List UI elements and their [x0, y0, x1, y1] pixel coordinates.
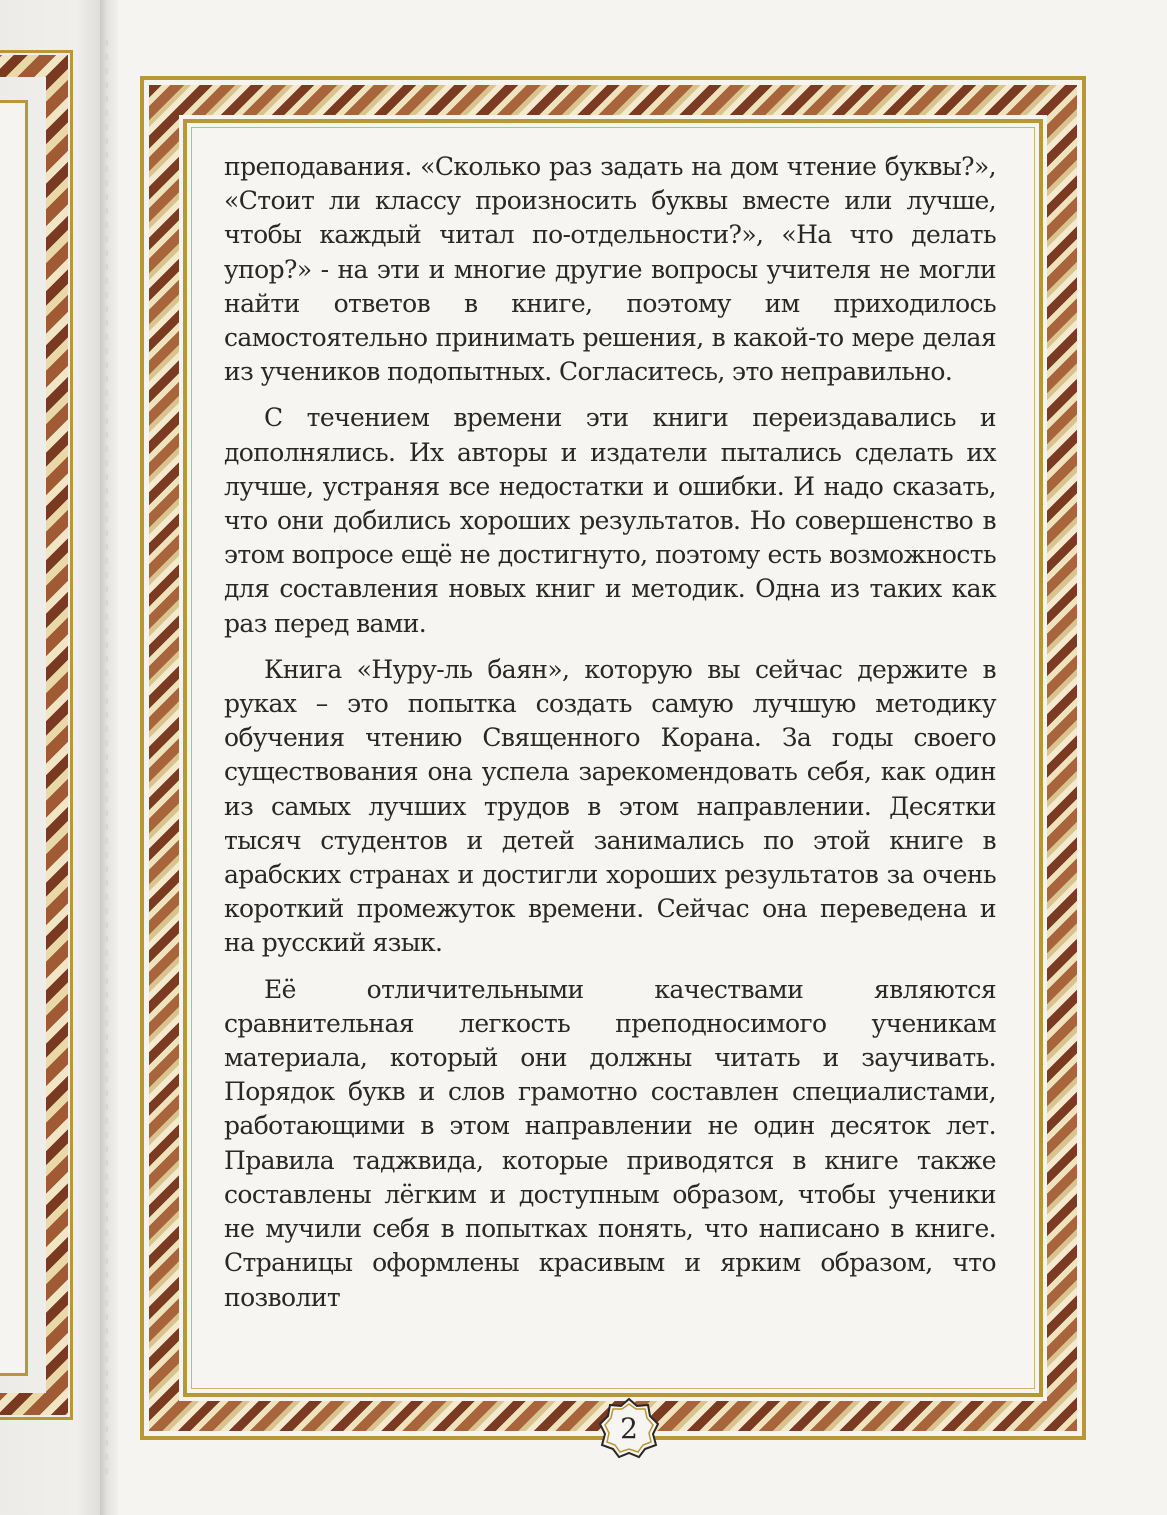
- paragraph-4: Её отличительными качествами являются сравнительная легкость преподносимого ученикам материала, который они должны читать и заучивать. Порядок букв и слов грамотно составлен специалистами, работающими в этом направлении не один десяток лет. Правила таджвида, которые приводятся в книге также составлены лёгким и доступным образом, чтобы ученики не мучили себя в попытках понять, что написано в книге. Страницы оформлены красивым и ярким образом, что позволит: [224, 974, 996, 1312]
- binding-stitches: [104, 40, 108, 1480]
- page-number: 2: [620, 1411, 638, 1445]
- facing-page: [0, 0, 108, 1515]
- paragraph-1: преподавания. «Сколько раз задать на дом чтение буквы?», «Стоит ли классу произносить буквы вместе или лучше, чтобы каждый читал по-отдельности?», «На что делать упор?» - на эти и многие другие вопросы учителя не могли найти ответов в книге, поэтому им приходилось самостоятельно принимать решения, в какой-то мере делая из учеников подопытных. Согласитесь, это неправильно.: [224, 152, 996, 387]
- facing-page-inner-panel: [0, 100, 28, 1376]
- book-spine: [100, 0, 118, 1515]
- paragraph-3: Книга «Нуру-ль баян», которую вы сейчас держите в руках – это попытка создать самую лучшую методику обучения чтению Священного Корана. За годы своего существования она успела зарекомендовать себя, как один из самых лучших трудов в этом направлении. Десятки тысяч студентов и детей занимались по этой книге в арабских странах и достигли хороших результатов за очень короткий промежуток времени. Сейчас она переведена и на русский язык.: [224, 654, 996, 958]
- page-body-text: [224, 150, 996, 1327]
- paragraph-2: С течением времени эти книги переиздавались и дополнялись. Их авторы и издатели пытались сделать их лучше, устраняя все недостатки и ошибки. И надо сказать, что они добились хороших результатов. Но совершенство в этом вопросе ещё не достигнуто, поэтому есть возможность для составления новых книг и методик. Одна из таких как раз перед вами.: [224, 403, 996, 638]
